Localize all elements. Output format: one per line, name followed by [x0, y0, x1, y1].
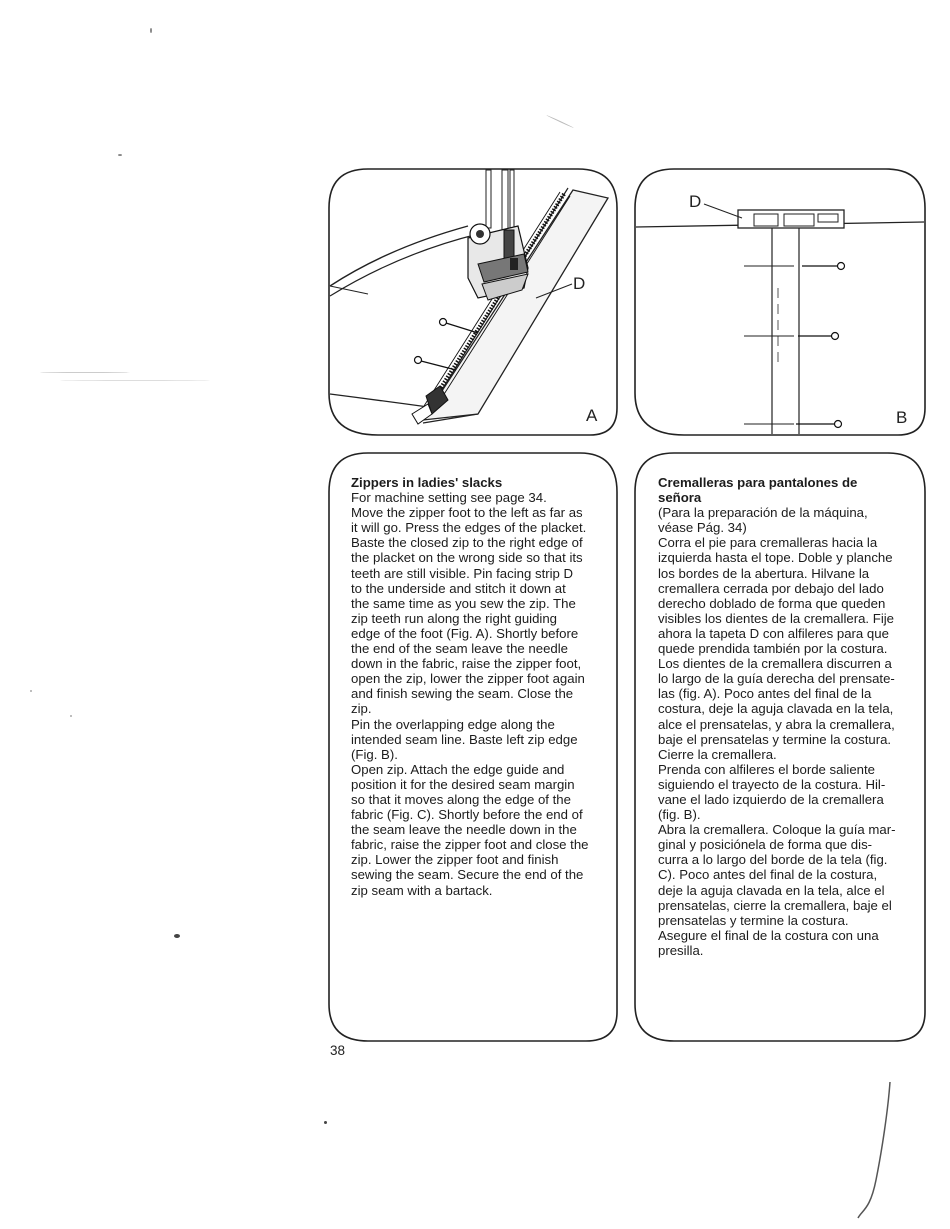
spanish-text-line: Cierre la cremallera.: [658, 746, 777, 762]
english-text-line: (Fig. B).: [351, 746, 398, 762]
figure-b: [634, 168, 926, 436]
english-text-line: the seam leave the needle down in the: [351, 822, 577, 838]
spanish-text-line: cremallera cerrada por debajo del lado: [658, 580, 884, 596]
english-instructions: [351, 475, 613, 898]
spanish-heading-line: Cremalleras para pantalones de: [658, 475, 858, 490]
english-text-line: Open zip. Attach the edge guide and: [351, 761, 565, 777]
pen-stroke-mark: [850, 1080, 900, 1220]
spanish-body: [658, 505, 920, 958]
spanish-text-line: prensatelas, cierre la cremallera, baje el: [658, 897, 892, 913]
figure-a: [328, 168, 618, 436]
figure-b-caption: B: [896, 408, 908, 427]
figure-b-illustration: [634, 168, 926, 436]
english-text-line: position it for the desired seam margin: [351, 776, 575, 792]
english-text-line: it will go. Press the edges of the placket.: [351, 520, 587, 536]
english-text-line: edge of the foot (Fig. A). Shortly before: [351, 625, 579, 641]
spanish-text-line: Corra el pie para cremalleras hacia la: [658, 535, 878, 551]
english-text-line: to the underside and stitch it down at: [351, 580, 566, 596]
spanish-text-line: (Para la preparación de la máquina,: [658, 505, 868, 521]
spanish-text-line: las (fig. A). Poco antes del final de la: [658, 686, 872, 702]
spanish-text-line: presilla.: [658, 942, 704, 958]
spanish-text-line: siguiendo el trayecto de la costura. Hil-: [658, 776, 886, 792]
spanish-text-line: izquierda hasta el tope. Doble y planche: [658, 550, 893, 566]
english-text-line: zip.: [351, 701, 372, 717]
spanish-text-line: (fig. B).: [658, 807, 701, 823]
english-text-line: Move the zipper foot to the left as far as: [351, 505, 583, 521]
english-text-line: zip seam with a bartack.: [351, 882, 493, 898]
spanish-text-line: visibles los dientes de la cremallera. Fije: [658, 610, 895, 626]
spanish-text-line: alce el prensatelas, y abra la cremallera,: [658, 716, 895, 732]
figure-b-pointer-label: D: [689, 192, 702, 211]
spanish-text-line: costura, deje la aguja clavada en la tela,: [658, 701, 894, 717]
english-text-line: For machine setting see page 34.: [351, 490, 547, 506]
spanish-text-line: Asegure el final de la costura con una: [658, 927, 879, 943]
english-text-line: Baste the closed zip to the right edge of: [351, 535, 583, 551]
english-heading: Zippers in ladies' slacks: [351, 475, 503, 490]
english-text-line: teeth are still visible. Pin facing strip D: [351, 565, 574, 581]
figure-a-caption: A: [586, 406, 598, 425]
spanish-text-line: los bordes de la abertura. Hilvane la: [658, 565, 870, 581]
spanish-text-line: C). Poco antes del final de la costura,: [658, 867, 878, 883]
figure-a-illustration: [328, 168, 618, 436]
english-text-line: zip teeth run along the right guiding: [351, 610, 558, 626]
spanish-text-line: Los dientes de la cremallera discurren a: [658, 656, 892, 672]
english-text-line: the end of the seam leave the needle: [351, 641, 569, 657]
spanish-heading-line: señora: [658, 490, 702, 506]
english-text-line: the same time as you sew the zip. The: [351, 595, 576, 611]
spanish-text-line: baje el prensatelas y termine la costura.: [658, 731, 892, 747]
english-text-line: open the zip, lower the zipper foot again: [351, 671, 585, 687]
english-text-line: intended seam line. Baste left zip edge: [351, 731, 578, 747]
spanish-text-line: Abra la cremallera. Coloque la guía mar-: [658, 822, 896, 838]
english-text-line: the placket on the wrong side so that its: [351, 550, 583, 566]
english-text-line: so that it moves along the edge of the: [351, 791, 571, 807]
spanish-text-line: prensatelas y termine la costura.: [658, 912, 849, 928]
english-text-line: fabric (Fig. C). Shortly before the end of: [351, 807, 583, 823]
english-text-line: and finish sewing the seam. Close the: [351, 686, 574, 702]
spanish-text-line: ahora la tapeta D con alfileres para que: [658, 625, 889, 641]
spanish-instructions: [658, 475, 920, 958]
page-number: 38: [330, 1043, 346, 1058]
spanish-text-line: derecho doblado de forma que queden: [658, 595, 886, 611]
spanish-text-line: curra a lo largo del borde de la tela (fig.: [658, 852, 888, 868]
spanish-text-line: vane el lado izquierdo de la cremallera: [658, 791, 884, 807]
english-text-line: down in the fabric, raise the zipper foot,: [351, 656, 582, 672]
english-text-line: Pin the overlapping edge along the: [351, 716, 555, 732]
spanish-text-line: ginal y posiciónela de forma que dis-: [658, 837, 873, 853]
english-body: [351, 490, 613, 898]
spanish-text-line: Prenda con alfileres el borde saliente: [658, 761, 875, 777]
spanish-text-line: deje la aguja clavada en la tela, alce el: [658, 882, 885, 898]
figure-a-pointer-label: D: [573, 274, 586, 293]
english-text-line: sewing the seam. Secure the end of the: [351, 867, 584, 883]
english-text-line: zip. Lower the zipper foot and finish: [351, 852, 559, 868]
spanish-text-line: quede prendida también por la costura.: [658, 641, 888, 657]
spanish-text-line: véase Pág. 34): [658, 520, 747, 536]
spanish-text-line: lo largo de la guía derecha del prensate-: [658, 671, 895, 687]
english-text-line: fabric, raise the zipper foot and close the: [351, 837, 589, 853]
